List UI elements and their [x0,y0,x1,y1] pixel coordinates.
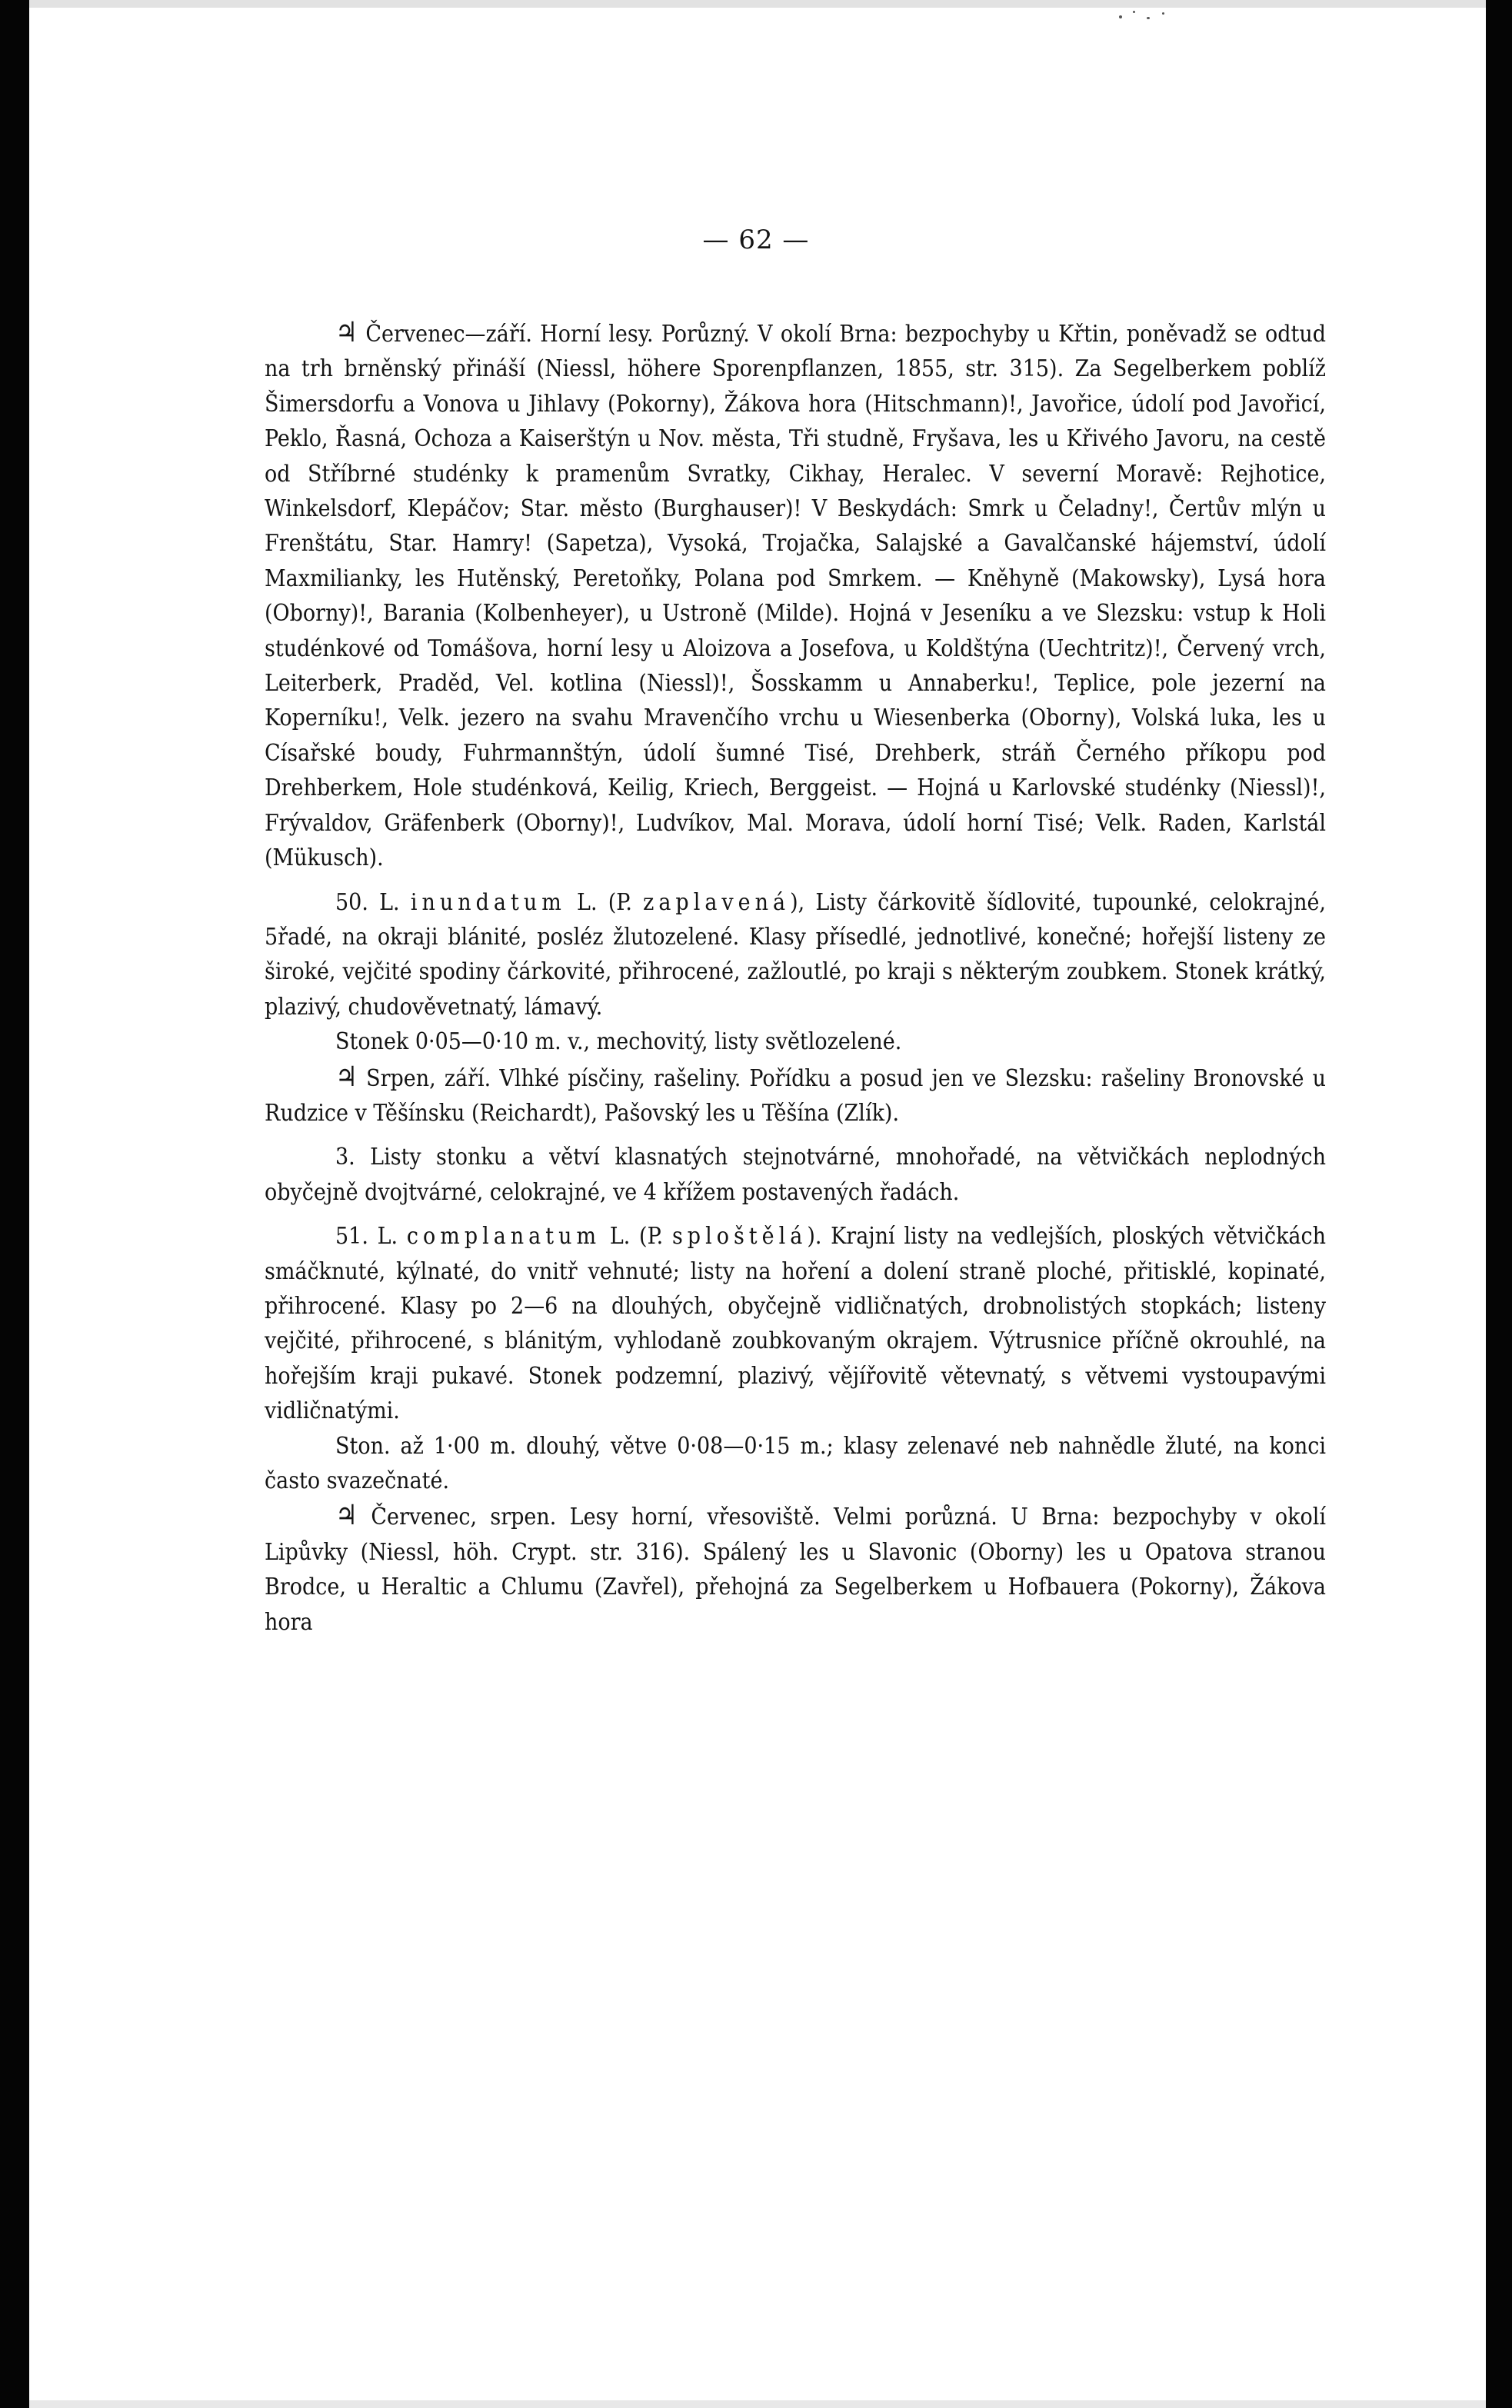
paragraph-measure-50: Stonek 0·05—0·10 m. v., mechovitý, listy světlozelené. [335,1028,902,1056]
paragraph-distribution-48: ♃ Červenec—září. Horní lesy. Porůzný. V okolí Brna: bezpochyby u Křtin, poněvadž se odtud na trh brněnský přináší (Niessl, höhere Sporenpflanzen, 1855, str. 315). Za Segelberkem poblíž Šimersdorfu a Vonova u Jihlavy (Pokorny), Žákova hora (Hitschmann)!, Javořice, údolí pod Javořicí, Peklo, Řasná, Ochoza a Kaiseršt‍ýn u Nov. města, Tři studně, Fryšava, les u Křivého Javoru, na cestě od Stříbrné studénky k pramenům Svratky, Cikhay, Heralec. V severní Moravě: Rejhotice, Winkelsdorf, Klepáčov; Star. město (Burghauser)! V Beskydách: Smrk u Čeladny!, Čertův mlýn u Frenštátu, Star. Hamry! (Sapetza), Vysoká, Trojačka, Salajské a Gavalčanské hájemství, údolí Maxmilianky, les Hutěnský, Peretoňky, Polana pod Smrkem. — Kněhyně (Makowsky), Lysá hora (Oborny)!, Barania (Kolbenheyer), u Ustroně (Milde). Hojná v Jeseníku a ve Slezsku: vstup k Holi studénkové od Tomášova, horní lesy u Aloizova a Josefova, u Koldštýna (Uechtritz)!, Červený vrch, Leiterberk, Praděd, Vel. kotlina (Niessl)!, Šosskamm u Annaberku!, Teplice, pole jezerní na Koperníku!, Velk. jezero na svahu Mravenčího vrchu u Wiesenberka (Oborny), Volská luka, les u Císařské boudy, Fuhrmannštýn, údolí šumné Tisé, Drehberk, stráň Černého příkopu pod Drehberkem, Hole studénková, Keilig, Kriech, Berggeist. — Hojná u Karlovské studénky (Niessl)!, Frývaldov, Gräfenberk (Oborny)!, Ludvíkov, Mal. Morava, údolí horní Tisé; Velk. Raden, Karlstál (Mükusch). [265,317,1326,872]
species-number: 51. L. [335,1223,407,1251]
scan-border-right [1486,0,1512,2408]
paragraph-distribution-51: ♃ Červenec, srpen. Lesy horní, vřesoviště. Velmi porůzná. U Brna: bezpochyby v okolí Lipůvky (Niessl, höh. Crypt. str. 316). Spálený les u Slavonic (Oborny) les u Opatova stranou Brodce, u Heraltic a Chlumu (Zavřel), přehojná za Segelberkem u Hofbauera (Pokorny), Žákova hora [265,1500,1326,1636]
paragraph-measure-51: Ston. až 1·00 m. dlouhý, větve 0·08—0·15 m.; klasy zelenavé neb nahnědle žluté, na konci často svazečnaté. [265,1432,1326,1494]
species-name: inundatum [410,888,566,916]
paragraph-distribution-50: ♃ Srpen, září. Vlhké písčiny, rašeliny. Pořídku a posud jen ve Slezsku: rašeliny Bronovské u Rudzice v Těšínsku (Reichardt), Pašovský les u Těšína (Zlík). [265,1061,1326,1127]
scan-border-left [0,0,29,2408]
paragraph-species-50: 50. L. inundatum L. (P. zaplavená), Listy čárkovitě šídlovité, tupounké, celokrajné, 5řadé, na okraji blánité, posléz žlutozelené. Klasy přísedlé, jednotlivé, konečné; hořejší listeny ze široké, vejčité spodiny čárkovité, přihrocené, zažloutlé, po kraji s některým zoubkem. Stonek krátký, plazivý, chudověvetnatý, lámavý. [265,888,1326,1021]
scan-specks [1111,5,1181,28]
page-number: — 62 — [702,225,810,255]
perennial-symbol: ♃ [335,1500,358,1532]
body-text [265,315,1326,1640]
paragraph-species-51: 51. L. complanatum L. (P. sploštělá). Krajní listy na vedlejších, ploských větvičkách smáčknuté, kýlnaté, do vnitř vehnuté; listy na hoření a dolení straně ploché, přitisklé, kopinaté, přihrocené. Klasy po 2—6 na dlouhých, obyčejně vidličnatých, drobnolistých stopkách; listeny vejčité, přihrocené, s blánitým, vyhlodaně zoubkovaným okrajem. Výtrusnice příčně okrouhlé, na hořejším kraji pukavé. Stonek podzemní, plazivý, vějířovitě větevnatý, s větvemi vystoupavými vidličnatými. [265,1223,1327,1425]
species-name: complanatum [406,1223,601,1251]
perennial-symbol: ♃ [335,1061,358,1093]
scan-border-bottom [29,2400,1486,2408]
species-number: 50. L. [335,888,411,916]
scan-border-top [29,0,1486,8]
czech-name: sploštělá [671,1223,808,1251]
paragraph-key-3: 3. Listy stonku a větví klasnatých stejnotvárné, mnohořadé, na větvičkách neplodných obyčejně dvojtvárné, celokrajné, ve 4 křížem postavených řadách. [265,1144,1326,1206]
perennial-symbol: ♃ [335,317,358,348]
czech-name: zaplavená [643,888,791,916]
